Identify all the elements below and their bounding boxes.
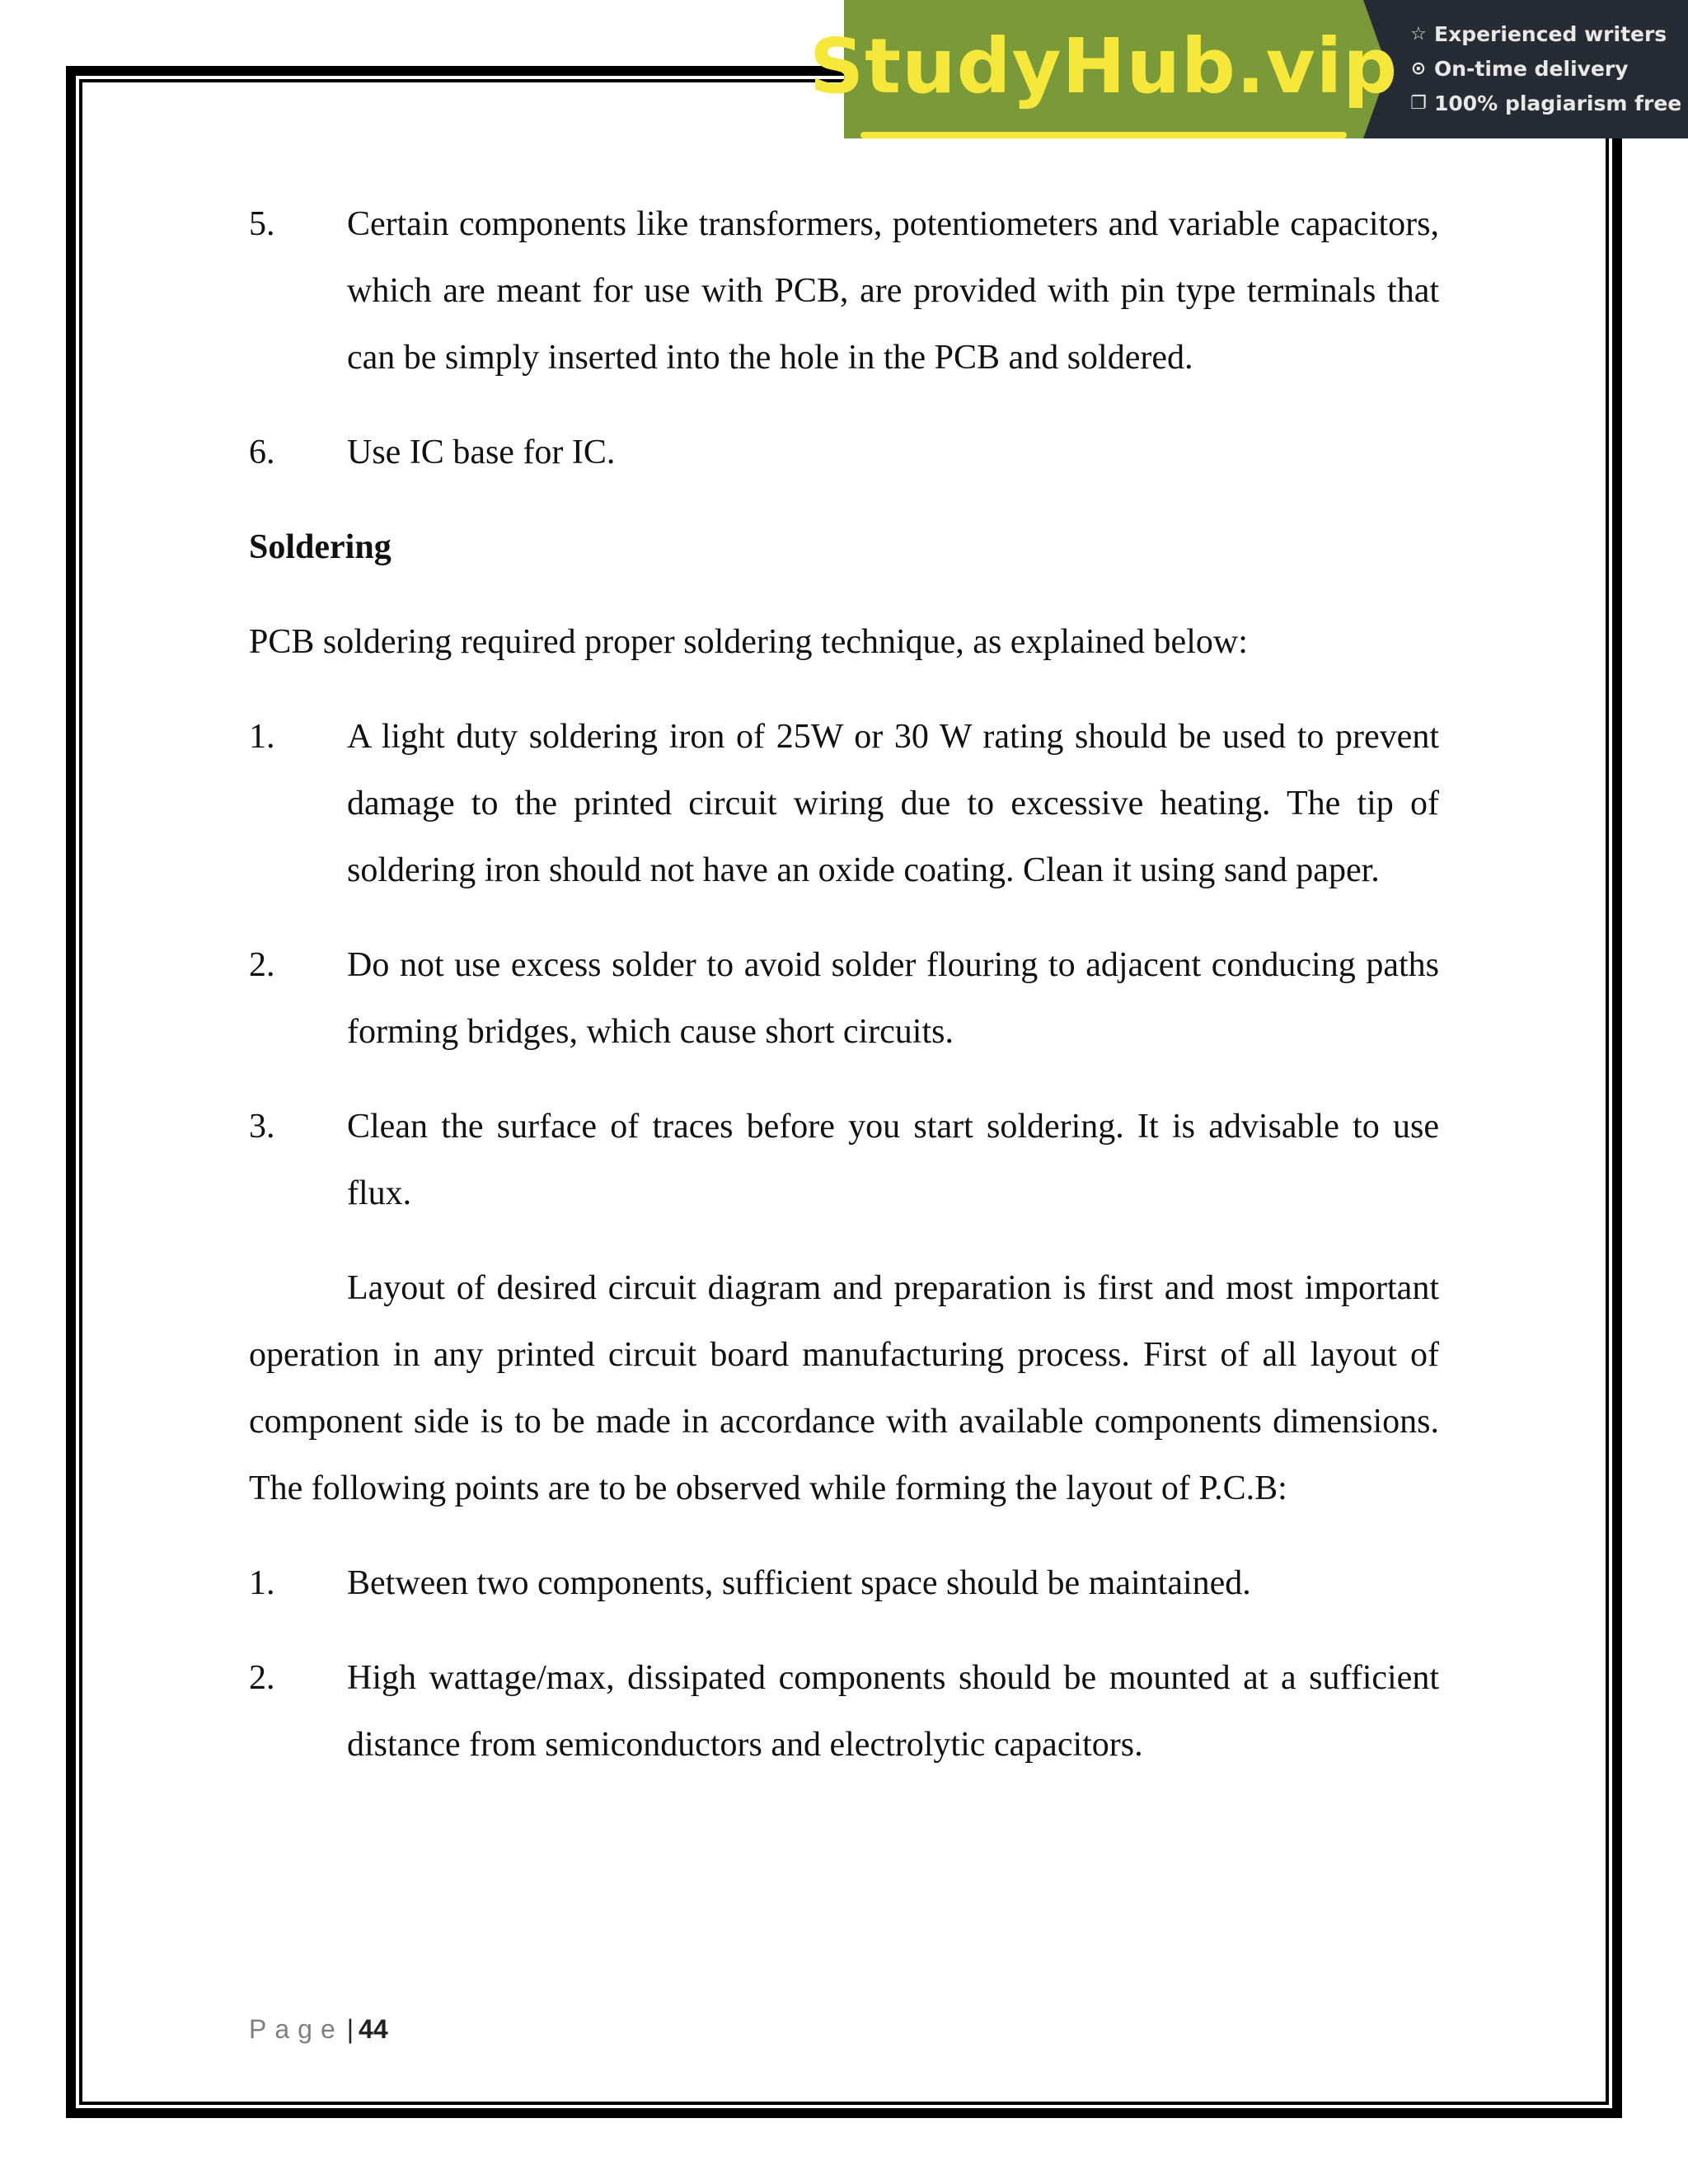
body-paragraph: Layout of desired circuit diagram and preparation is first and most important operation in any printed circuit board manufacturing process. First of all layout of component side is to be made in accordance with available components dimensions. The following points are to be observed while forming the layout of P.C.B: (249, 1269, 1439, 1507)
list-item-text: Use IC base for IC. (347, 434, 616, 471)
list-item-number: 2. (249, 946, 275, 984)
footer-page-number: 44 (359, 2014, 388, 2044)
list-item-number: 1. (249, 718, 275, 756)
list-item-number: 2. (249, 1659, 275, 1697)
list-item (249, 1094, 1439, 1227)
feature-label: Experienced writers (1434, 22, 1667, 46)
banner-brand[interactable] (809, 0, 1399, 138)
list-item-number: 1. (249, 1564, 275, 1602)
list-item-text: Do not use excess solder to avoid solder flouring to adjacent conducing paths forming bridges, which cause short circuits. (347, 946, 1439, 1051)
feature-on-time-delivery (1408, 52, 1688, 87)
feature-plagiarism-free (1408, 87, 1688, 121)
list-item (249, 932, 1439, 1066)
banner-logo-underline (860, 132, 1347, 138)
list-item (249, 191, 1439, 391)
list-item-number: 3. (249, 1108, 275, 1146)
section-heading: Soldering (249, 528, 392, 566)
list-item (249, 1550, 1439, 1617)
star-outline-icon: ☆ (1410, 24, 1427, 45)
list-item (249, 419, 1439, 486)
clock-icon: ⊙ (1410, 59, 1427, 79)
list-item-text: Certain components like transformers, potentiometers and variable capacitors, which are meant for use with PCB, are provided with pin type terminals that can be simply inserted into the hole in the PCB and soldered. (347, 205, 1439, 377)
footer-page-label: Page (249, 2014, 344, 2044)
document-body (249, 191, 1439, 1807)
list-item-text: A light duty soldering iron of 25W or 30 W rating should be used to prevent damage to the printed circuit wiring due to excessive heating. The tip of soldering iron should not have an oxide coating. Clean it using sand paper. (347, 718, 1439, 889)
list-item-text: Between two components, sufficient space should be maintained. (347, 1564, 1251, 1602)
studyhub-banner[interactable] (809, 0, 1688, 138)
list-item (249, 1645, 1439, 1779)
list-item (249, 704, 1439, 904)
footer-separator: | (346, 2014, 354, 2044)
list-item-number: 6. (249, 434, 275, 471)
banner-logo: StudyHub.vip (809, 21, 1399, 110)
feature-experienced-writers (1408, 17, 1688, 52)
page-footer (249, 2014, 388, 2045)
list-item-number: 5. (249, 205, 275, 243)
banner-features (1388, 0, 1688, 138)
intro-paragraph: PCB soldering required proper soldering technique, as explained below: (249, 623, 1248, 661)
copy-icon: ❐ (1410, 93, 1427, 114)
feature-label: On-time delivery (1434, 57, 1629, 81)
list-item-text: High wattage/max, dissipated components should be mounted at a sufficient distance from semiconductors and electrolytic capacitors. (347, 1659, 1439, 1764)
feature-label: 100% plagiarism free (1434, 91, 1682, 115)
list-item-text: Clean the surface of traces before you start soldering. It is advisable to use flux. (347, 1108, 1439, 1212)
